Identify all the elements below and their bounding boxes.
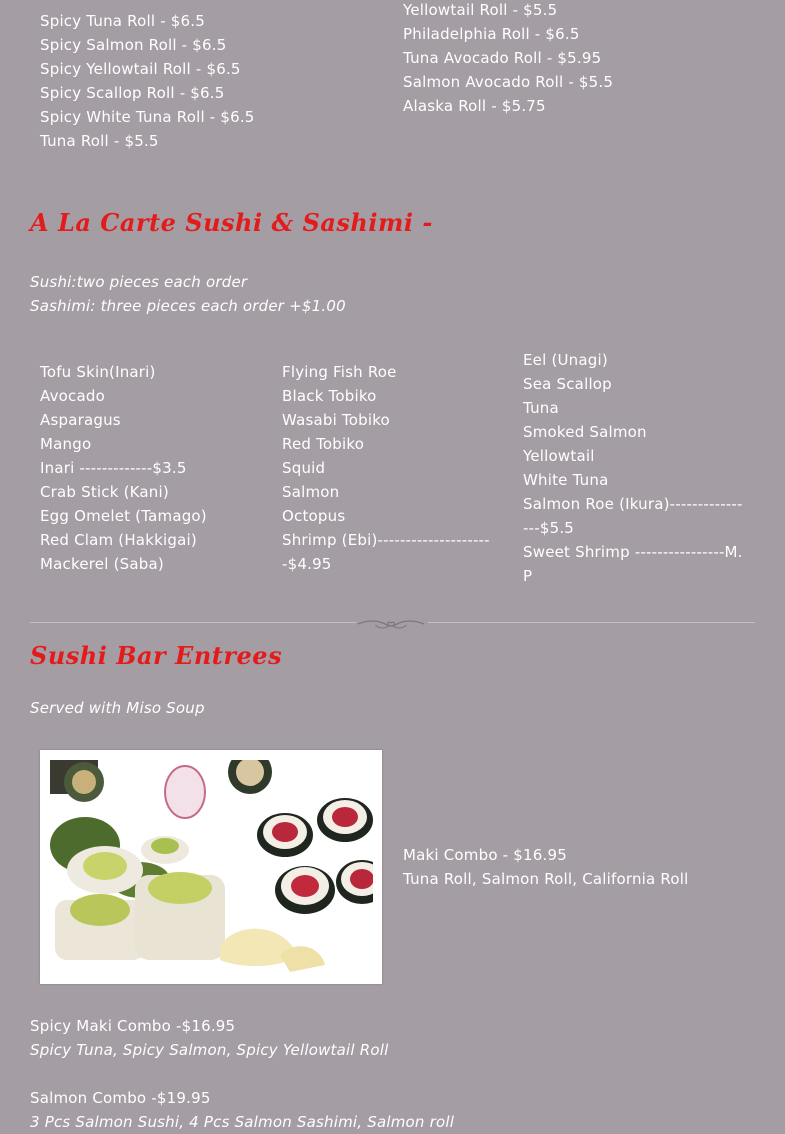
maki-combo-description: Tuna Roll, Salmon Roll, California Roll — [403, 870, 689, 888]
menu-item: Squid — [282, 459, 326, 477]
sashimi-note: Sashimi: three pieces each order +$1.00 — [30, 297, 346, 315]
menu-item: Crab Stick (Kani) — [40, 483, 169, 501]
menu-item: Philadelphia Roll - $6.5 — [403, 25, 580, 43]
menu-item: Alaska Roll - $5.75 — [403, 97, 546, 115]
a-la-carte-column-2 — [282, 360, 492, 576]
a-la-carte-column-1 — [40, 360, 260, 576]
menu-item: Sea Scallop — [523, 375, 612, 393]
menu-item: Mango — [40, 435, 92, 453]
menu-item: Salmon — [282, 483, 340, 501]
menu-item: Mackerel (Saba) — [40, 555, 164, 573]
menu-item: Yellowtail Roll - $5.5 — [403, 1, 558, 19]
menu-item: Spicy Yellowtail Roll - $6.5 — [40, 60, 241, 78]
menu-item: Spicy Scallop Roll - $6.5 — [40, 84, 225, 102]
top-right-roll-list — [403, 0, 613, 118]
served-with-note: Served with Miso Soup — [30, 699, 205, 717]
maki-combo-title: Maki Combo - $16.95 — [403, 846, 567, 864]
menu-item: Inari -------------$3.5 — [40, 459, 187, 477]
menu-item: Tuna — [523, 399, 559, 417]
menu-item: Tofu Skin(Inari) — [40, 363, 156, 381]
menu-item: Salmon Avocado Roll - $5.5 — [403, 73, 614, 91]
sushi-bar-heading: Sushi Bar Entrees — [30, 641, 283, 670]
salmon-combo-title: Salmon Combo -$19.95 — [30, 1089, 211, 1107]
menu-item: Black Tobiko — [282, 387, 377, 405]
a-la-carte-column-3 — [523, 348, 748, 588]
menu-item: Asparagus — [40, 411, 121, 429]
menu-item: White Tuna — [523, 471, 609, 489]
spicy-maki-combo-title: Spicy Maki Combo -$16.95 — [30, 1017, 236, 1035]
menu-item: Egg Omelet (Tamago) — [40, 507, 207, 525]
menu-item: Yellowtail — [523, 447, 595, 465]
menu-item: Salmon Roe (Ikura)----------------$5.5 — [523, 495, 743, 537]
spicy-maki-combo-description: Spicy Tuna, Spicy Salmon, Spicy Yellowtail Roll — [30, 1041, 389, 1059]
menu-item: Shrimp (Ebi)---------------------$4.95 — [282, 531, 490, 573]
menu-item: Tuna Avocado Roll - $5.95 — [403, 49, 602, 67]
sushi-note: Sushi:two pieces each order — [30, 273, 248, 291]
menu-item: Spicy Salmon Roll - $6.5 — [40, 36, 227, 54]
menu-item: Tuna Roll - $5.5 — [40, 132, 159, 150]
menu-item: Red Tobiko — [282, 435, 365, 453]
menu-item: Flying Fish Roe — [282, 363, 397, 381]
menu-item: Red Clam (Hakkigai) — [40, 531, 197, 549]
menu-item: Wasabi Tobiko — [282, 411, 390, 429]
menu-item: Spicy White Tuna Roll - $6.5 — [40, 108, 255, 126]
menu-item: Spicy Tuna Roll - $6.5 — [40, 12, 205, 30]
menu-item: Octopus — [282, 507, 346, 525]
top-left-roll-list — [40, 9, 255, 153]
salmon-combo-description: 3 Pcs Salmon Sushi, 4 Pcs Salmon Sashimi, Salmon roll — [30, 1113, 455, 1131]
a-la-carte-heading: A La Carte Sushi & Sashimi - — [30, 208, 433, 237]
menu-item: Avocado — [40, 387, 105, 405]
menu-item: Smoked Salmon — [523, 423, 647, 441]
menu-item: Eel (Unagi) — [523, 351, 608, 369]
menu-item: Sweet Shrimp ----------------M.P — [523, 543, 743, 585]
sushi-photo — [40, 750, 382, 984]
ornament-icon — [356, 616, 428, 630]
